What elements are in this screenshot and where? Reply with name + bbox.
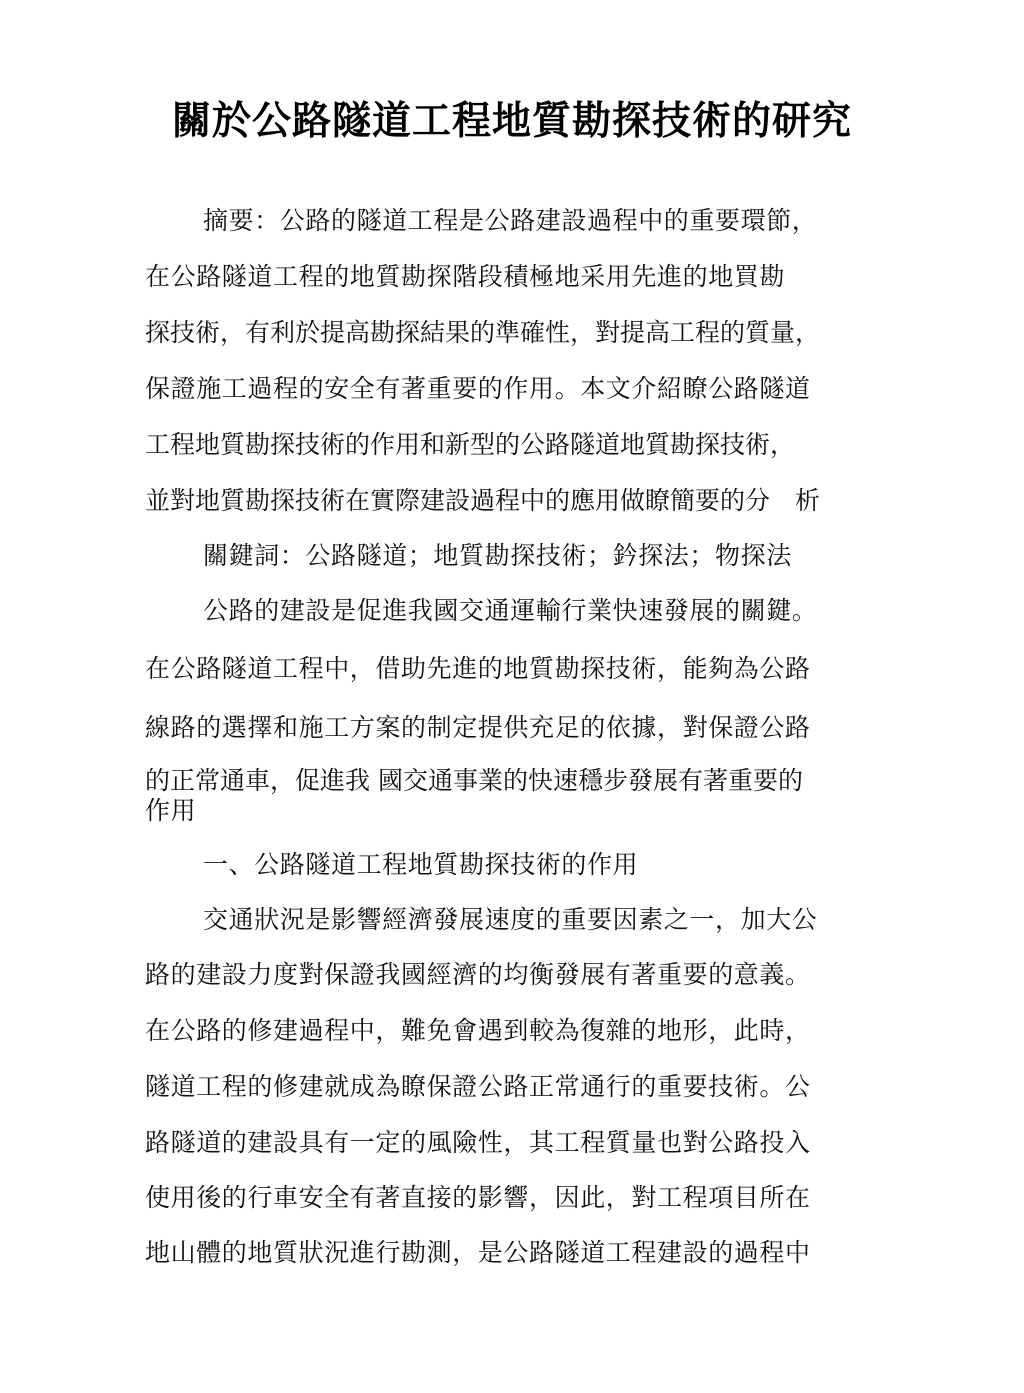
- intro-line: 作用: [145, 796, 197, 825]
- section-body-line: 隧道工程的修建就成為瞭保證公路正常通行的重要技術。公: [145, 1072, 811, 1101]
- section-body-line: 交通狀況是影響經濟發展速度的重要因素之一，加大公: [203, 905, 818, 934]
- section-body-line: 在公路的修建過程中，難免會遇到較為復雜的地形，此時，: [145, 1016, 811, 1045]
- intro-line: 在公路隧道工程中，借助先進的地質勘探技術，能夠為公路: [145, 654, 811, 683]
- section-body-line: 路的建設力度對保證我國經濟的均衡發展有著重要的意義。: [145, 960, 811, 989]
- section-body-line: 使用後的行車安全有著直接的影響，因此，對工程項目所在: [145, 1183, 811, 1212]
- intro-line: 線路的選擇和施工方案的制定提供充足的依據，對保證公路: [145, 713, 811, 742]
- abstract-line: 摘要：公路的隧道工程是公路建設過程中的重要環節，: [203, 206, 818, 235]
- keywords-line: 關鍵詞：公路隧道；地質勘探技術；鈐探法；物探法: [203, 541, 792, 570]
- document-title: 關於公路隧道工程地質勘探技術的研究: [171, 99, 852, 144]
- intro-line: 的正常通車，促進我 國交通事業的快速穩步發展有著重要的: [145, 766, 803, 795]
- abstract-line: 探技術，有利於提高勘探結果的準確性，對提高工程的質量，: [145, 318, 821, 347]
- section-body-line: 地山體的地質狀況進行勘測，是公路隧道工程建設的過程中: [145, 1238, 811, 1267]
- section-body-line: 路隧道的建設具有一定的風險性，其工程質量也對公路投入: [145, 1128, 811, 1157]
- abstract-line: 並對地質勘探技術在實際建設過程中的應用做瞭簡要的分 析: [145, 486, 821, 515]
- section-heading: 一、公路隧道工程地質勘探技術的作用: [203, 850, 639, 879]
- intro-line: 公路的建設是促進我國交通運輸行業快速發展的關鍵。: [203, 596, 818, 625]
- abstract-line: 保證施工過程的安全有著重要的作用。本文介紹瞭公路隧道: [145, 374, 811, 403]
- abstract-line: 在公路隧道工程的地質勘探階段積極地采用先進的地買勘: [145, 262, 786, 291]
- abstract-line: 工程地質勘探技術的作用和新型的公路隧道地質勘探技術，: [145, 430, 796, 459]
